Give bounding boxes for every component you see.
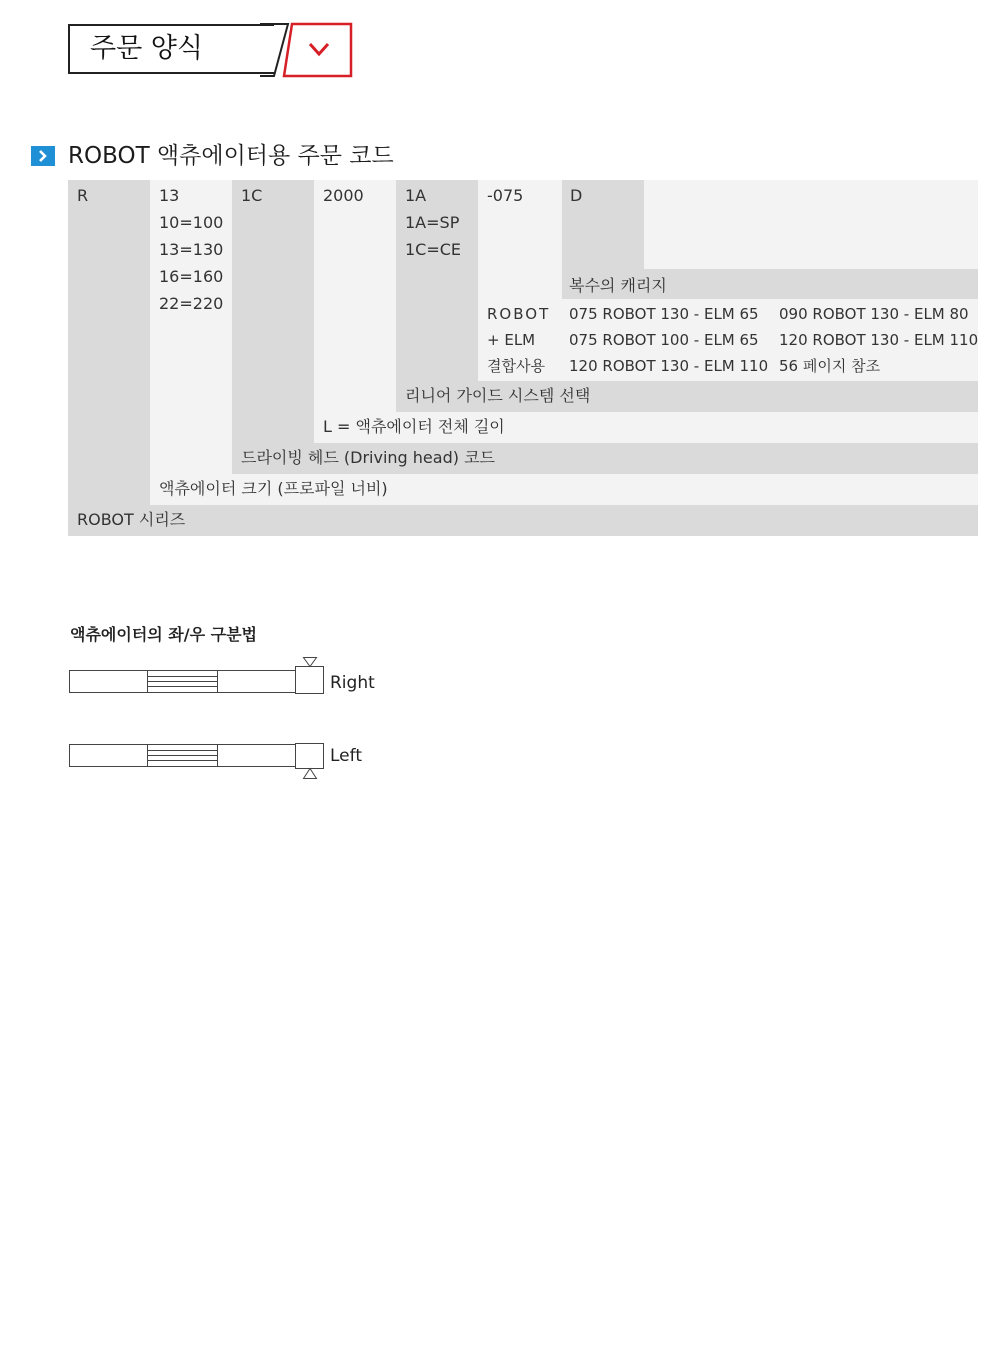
code-guide: 1A (405, 186, 427, 205)
page-title: 주문 양식 (68, 24, 274, 74)
code-carriage: D (570, 186, 583, 205)
size-option: 22=220 (159, 294, 224, 313)
col-series (68, 180, 150, 506)
label-guide-system: 리니어 가이드 시스템 선택 (405, 386, 591, 405)
code-combo: -075 (487, 186, 524, 205)
code-series: R (77, 186, 89, 205)
col-blank (644, 180, 978, 269)
bar-series (68, 505, 978, 536)
label-driving-head: 드라이빙 헤드 (Driving head) 코드 (241, 448, 495, 467)
combo-item: 120 ROBOT 130 - ELM 110 (779, 331, 979, 349)
label-size: 액츄에이터 크기 (프로파일 너비) (159, 479, 388, 498)
combo-label: + ELM (487, 331, 536, 349)
label-multi-carriage: 복수의 캐리지 (569, 276, 667, 295)
size-option: 10=100 (159, 213, 224, 232)
combo-item: 090 ROBOT 130 - ELM 80 (779, 305, 969, 323)
right-actuator-drawing (70, 658, 324, 694)
label-length: L = 액츄에이터 전체 길이 (323, 417, 505, 436)
guide-option: 1A=SP (405, 213, 460, 232)
size-option: 16=160 (159, 267, 224, 286)
code-size: 13 (159, 186, 180, 205)
chevron-right-icon (31, 146, 55, 166)
combo-item: 120 ROBOT 130 - ELM 110 (569, 357, 769, 375)
size-option: 13=130 (159, 240, 224, 259)
combo-label: ROBOT (487, 305, 551, 323)
chevron-down-icon[interactable] (260, 22, 360, 80)
left-actuator-drawing (70, 744, 324, 779)
right-label: Right (330, 673, 375, 693)
combo-item: 075 ROBOT 130 - ELM 65 (569, 305, 759, 323)
orientation-title: 액츄에이터의 좌/우 구분법 (70, 625, 258, 644)
code-length: 2000 (323, 186, 364, 205)
combo-item: 075 ROBOT 100 - ELM 65 (569, 331, 759, 349)
col-length (314, 180, 396, 412)
left-label: Left (330, 746, 362, 766)
code-driving-head: 1C (241, 186, 263, 205)
label-series: ROBOT 시리즈 (77, 510, 186, 529)
section-title: ROBOT 액츄에이터용 주문 코드 (68, 143, 394, 169)
col-driving-head (232, 180, 314, 443)
combo-reference: 56 페이지 참조 (779, 357, 881, 375)
combo-label: 결합사용 (487, 357, 545, 375)
guide-option: 1C=CE (405, 240, 462, 259)
